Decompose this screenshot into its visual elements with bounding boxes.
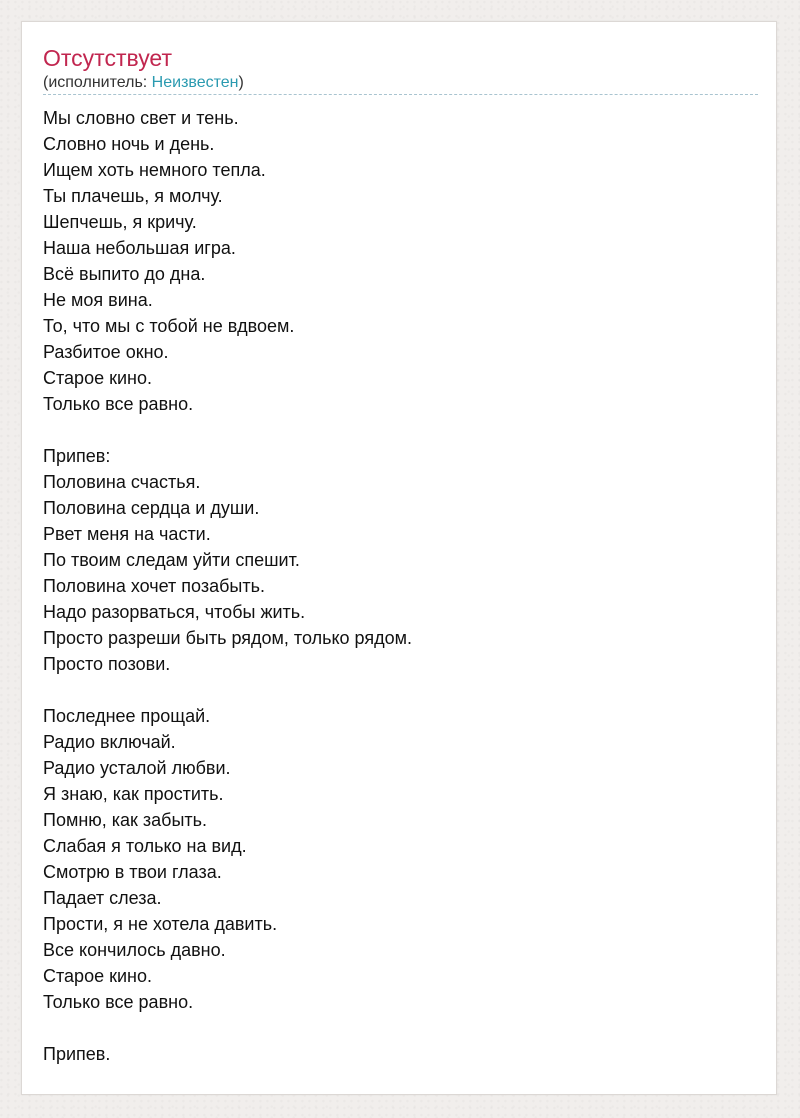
lyric-line: Просто позови. [43, 654, 171, 674]
lyric-line: Словно ночь и день. [43, 134, 215, 154]
lyric-line: Старое кино. [43, 966, 152, 986]
lyric-line: Надо разорваться, чтобы жить. [43, 602, 306, 622]
lyric-line [43, 677, 758, 703]
lyric-line [43, 1015, 758, 1041]
lyric-line: Припев. [43, 1044, 111, 1064]
lyric-line [43, 417, 758, 443]
lyric-line: Рвет меня на части. [43, 524, 211, 544]
lyric-line: Половина хочет позабыть. [43, 576, 265, 596]
lyric-line: Радио включай. [43, 732, 176, 752]
lyric-line: Ты плачешь, я молчу. [43, 186, 223, 206]
lyric-line: Половина сердца и души. [43, 498, 260, 518]
lyric-line: Разбитое окно. [43, 342, 169, 362]
artist-line [43, 73, 244, 93]
lyric-line: То, что мы с тобой не вдвоем. [43, 316, 295, 336]
lyric-line: Ищем хоть немного тепла. [43, 160, 266, 180]
song-title: Отсутствует [43, 45, 172, 71]
lyric-line: Мы словно свет и тень. [43, 108, 239, 128]
lyric-line: Радио усталой любви. [43, 758, 231, 778]
lyric-line: Слабая я только на вид. [43, 836, 247, 856]
lyric-line: Всё выпито до дна. [43, 264, 206, 284]
lyric-line: Старое кино. [43, 368, 152, 388]
lyric-line: Только все равно. [43, 992, 194, 1012]
lyric-line: Наша небольшая игра. [43, 238, 236, 258]
song-header [43, 42, 758, 95]
lyric-line: Половина счастья. [43, 472, 201, 492]
lyric-line: По твоим следам уйти спешит. [43, 550, 300, 570]
lyric-line: Прости, я не хотела давить. [43, 914, 278, 934]
artist-link[interactable]: Неизвестен [151, 74, 239, 91]
lyric-line: Шепчешь, я кричу. [43, 212, 197, 232]
lyric-line: Только все равно. [43, 394, 194, 414]
lyrics-text [43, 105, 758, 1067]
lyric-line: Все кончилось давно. [43, 940, 226, 960]
lyric-line: Припев: [43, 446, 111, 466]
lyrics-card [21, 21, 777, 1095]
lyric-line: Помню, как забыть. [43, 810, 208, 830]
lyric-line: Смотрю в твои глаза. [43, 862, 222, 882]
artist-suffix: ) [238, 74, 244, 91]
lyric-line: Падает слеза. [43, 888, 162, 908]
lyric-line: Я знаю, как простить. [43, 784, 224, 804]
lyric-line: Не моя вина. [43, 290, 153, 310]
lyric-line: Последнее прощай. [43, 706, 211, 726]
artist-prefix: (исполнитель: [43, 74, 152, 91]
lyric-line: Просто разреши быть рядом, только рядом. [43, 628, 412, 648]
